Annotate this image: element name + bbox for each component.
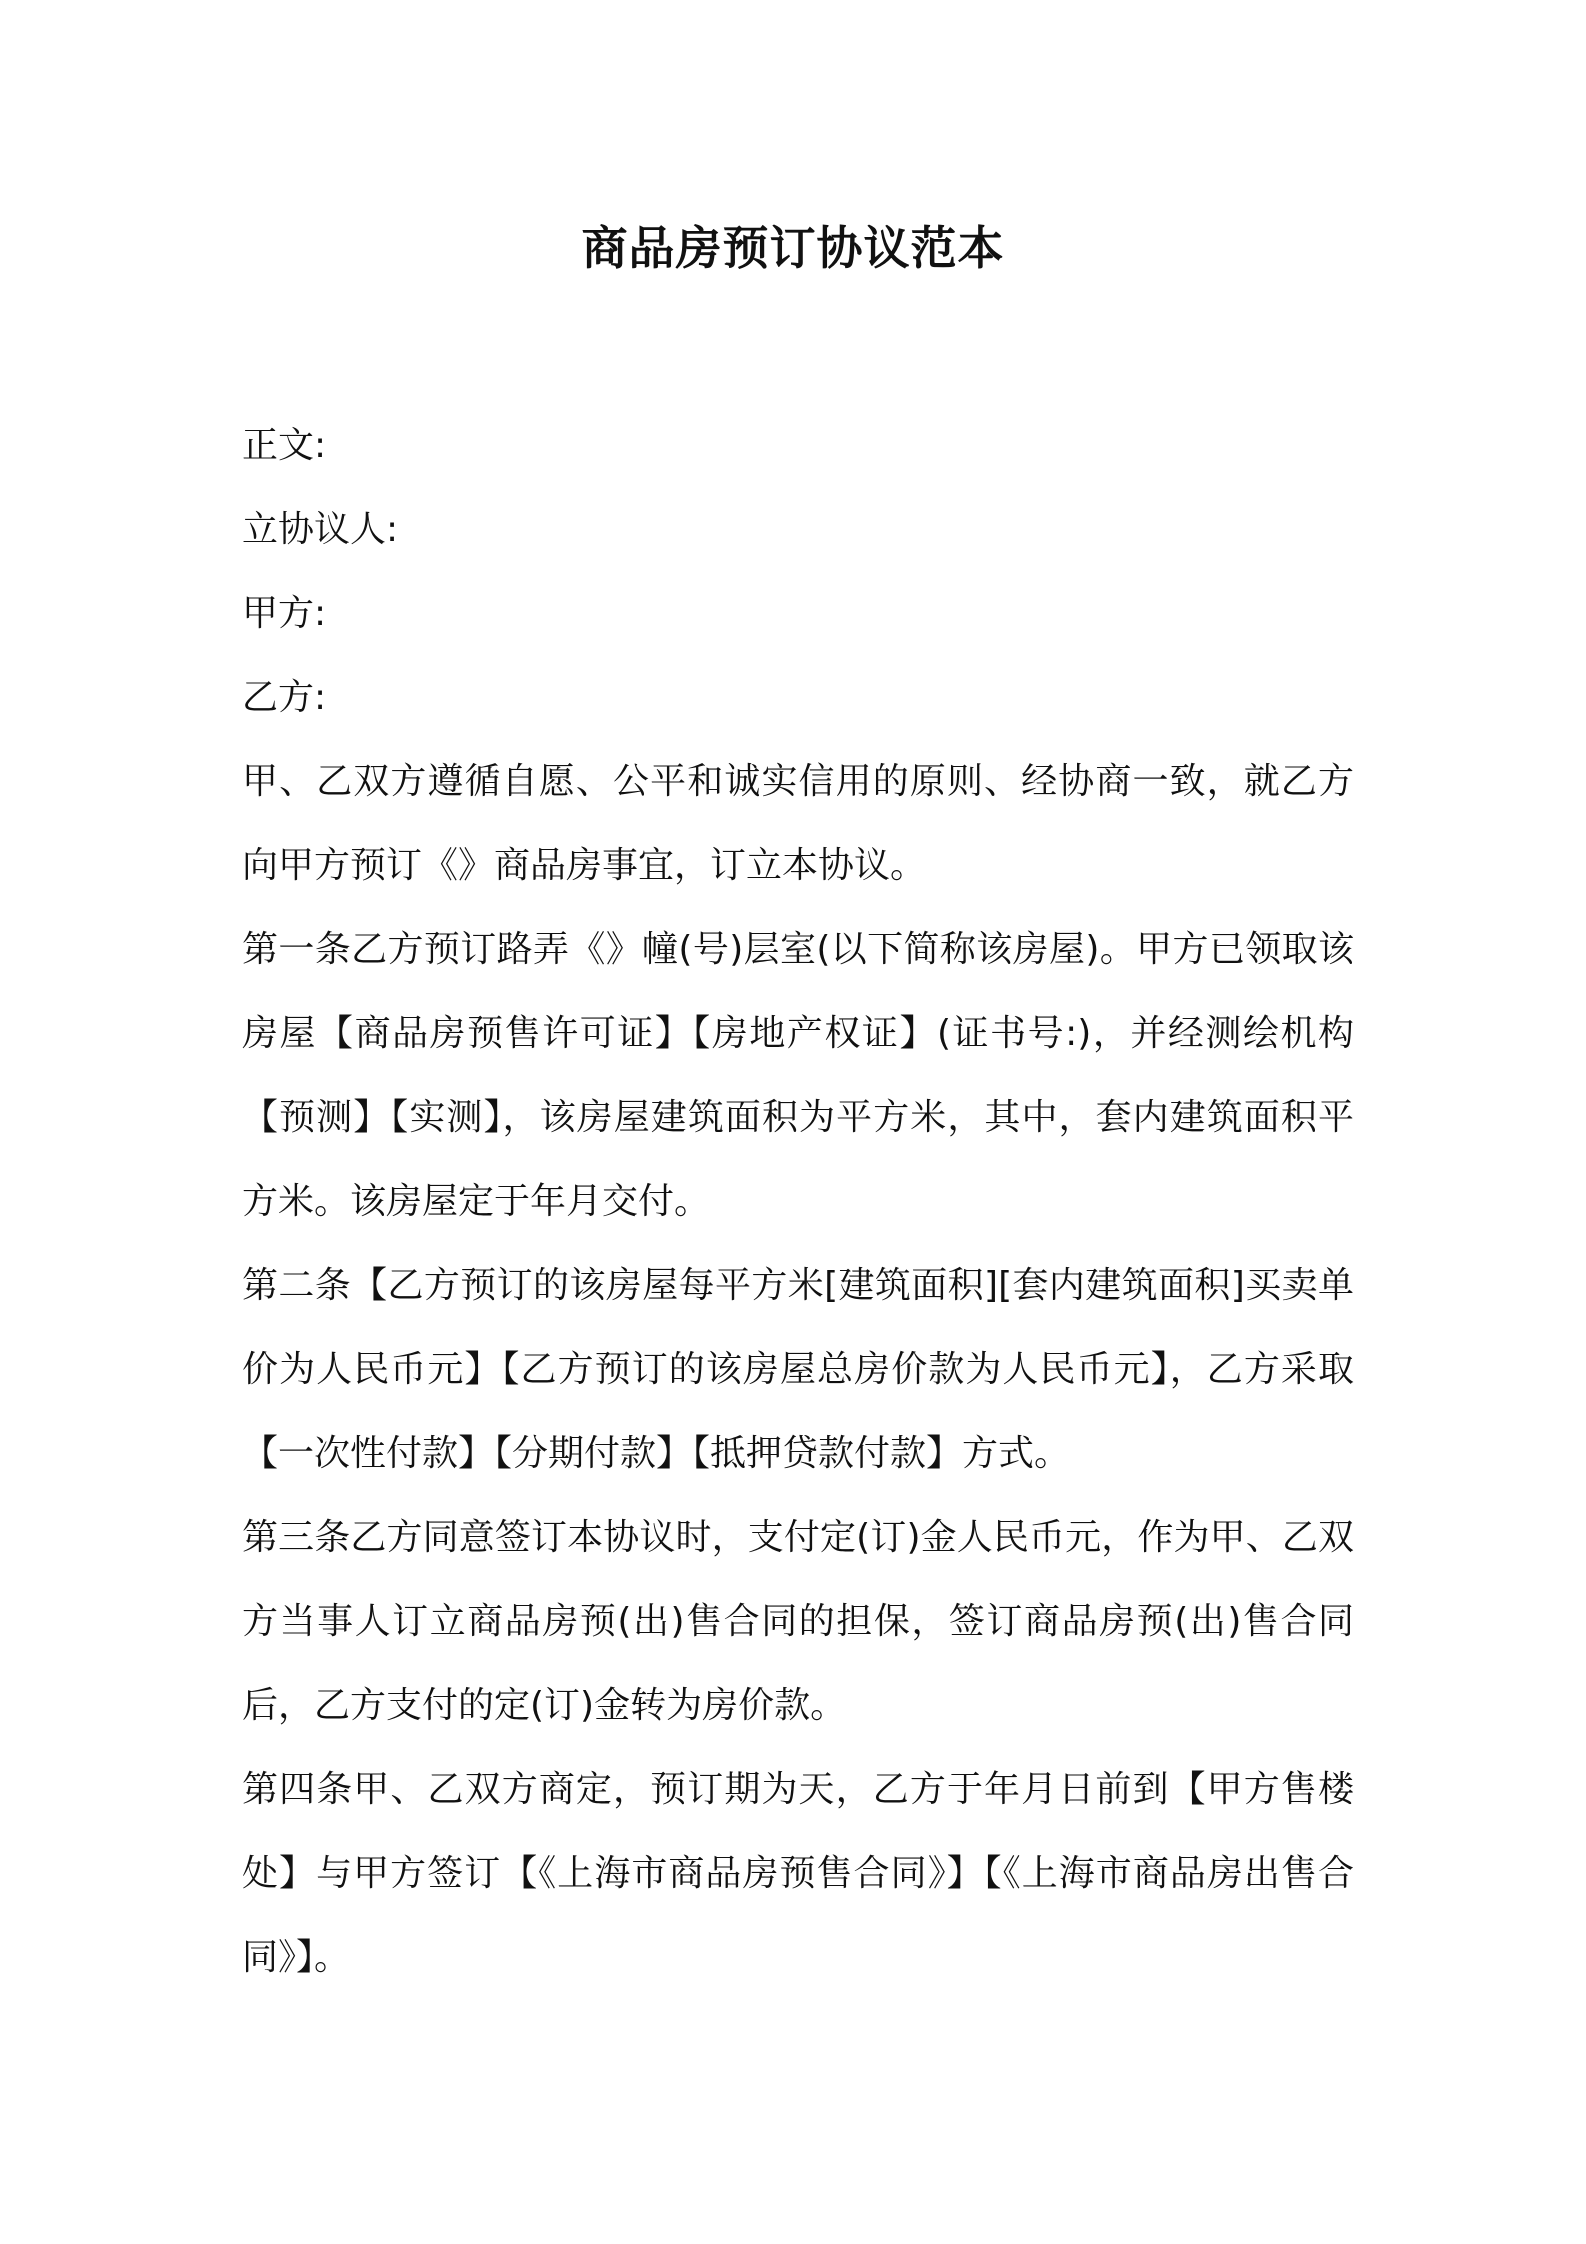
paragraph-preamble: 甲、乙双方遵循自愿、公平和诚实信用的原则、经协商一致，就乙方向甲方预订《》商品房事宜，订立本协议。	[242, 761, 1354, 886]
paragraph-article-3: 第三条乙方同意签订本协议时，支付定(订)金人民币元，作为甲、乙双方当事人订立商品房预(出)售合同的担保，签订商品房预(出)售合同后，乙方支付的定(订)金转为房价款。	[242, 1517, 1354, 1726]
header-line-party-a: 甲方:	[242, 593, 327, 634]
document-body	[242, 404, 1354, 2000]
paragraph-article-1: 第一条乙方预订路弄《》幢(号)层室(以下简称该房屋)。甲方已领取该房屋【商品房预售许可证】【房地产权证】(证书号:)，并经测绘机构【预测】【实测】，该房屋建筑面积为平方米，其中，套内建筑面积平方米。该房屋定于年月交付。	[242, 929, 1354, 1222]
paragraph-article-2: 第二条【乙方预订的该房屋每平方米[建筑面积][套内建筑面积]买卖单价为人民币元】【乙方预订的该房屋总房价款为人民币元】，乙方采取【一次性付款】【分期付款】【抵押贷款付款】方式。	[242, 1265, 1354, 1474]
paragraph-article-4: 第四条甲、乙双方商定，预订期为天，乙方于年月日前到【甲方售楼处】与甲方签订【《上海市商品房预售合同》】【《上海市商品房出售合同》】。	[242, 1769, 1354, 1978]
header-line-party-b: 乙方:	[242, 677, 327, 718]
document-title: 商品房预订协议范本	[581, 221, 1005, 275]
header-line-main-text: 正文:	[242, 425, 327, 466]
header-line-agreement-parties: 立协议人:	[242, 509, 399, 550]
